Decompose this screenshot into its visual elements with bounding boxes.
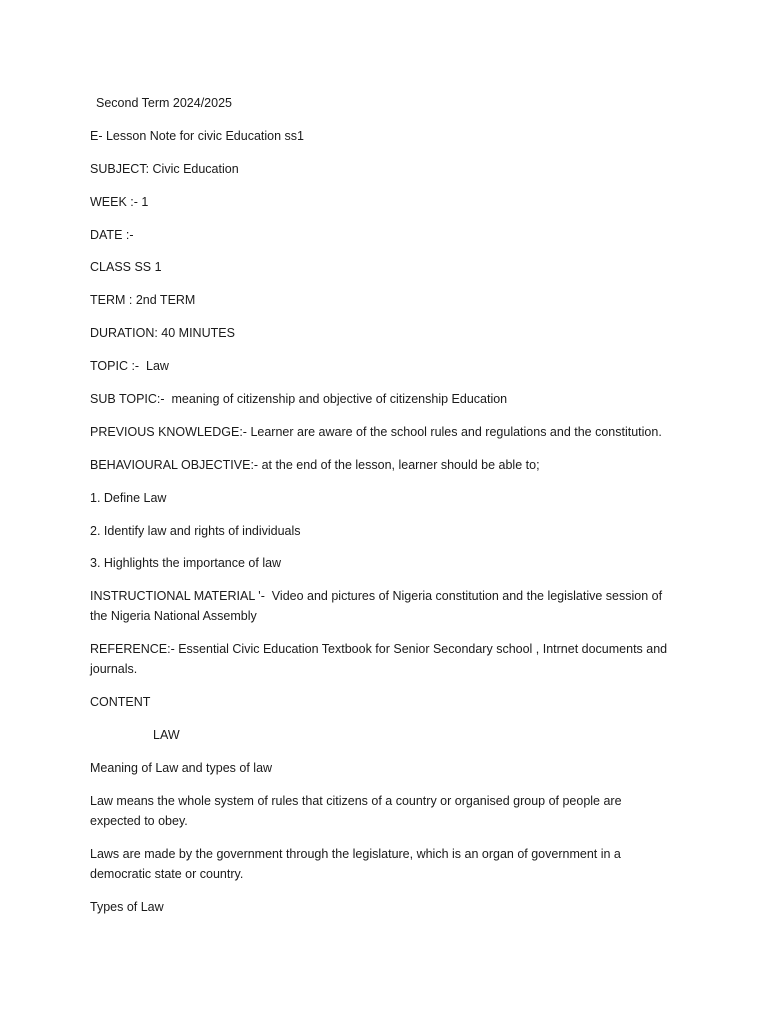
objective-item: 1. Define Law xyxy=(90,490,167,505)
law-definition-paragraph: Law means the whole system of rules that citizens of a country or organised group of people are expected to obey. xyxy=(90,793,626,828)
class-line: CLASS SS 1 xyxy=(90,260,162,275)
behavioural-objective-line: BEHAVIOURAL OBJECTIVE:- at the end of the lesson, learner should be able to; xyxy=(90,457,540,472)
term-header: Second Term 2024/2025 xyxy=(96,96,232,110)
law-heading: LAW xyxy=(153,728,180,743)
date-line: DATE :- xyxy=(90,227,134,242)
sub-topic-line: SUB TOPIC:- meaning of citizenship and objective of citizenship Education xyxy=(90,392,508,407)
note-title: E- Lesson Note for civic Education ss1 xyxy=(90,128,304,143)
term-line: TERM : 2nd TERM xyxy=(90,293,196,308)
meaning-heading: Meaning of Law and types of law xyxy=(90,760,273,775)
content-heading: CONTENT xyxy=(90,695,151,710)
document-page xyxy=(90,93,670,929)
previous-knowledge-line: PREVIOUS KNOWLEDGE:- Learner are aware of the school rules and regulations and the constitution. xyxy=(90,424,662,439)
objective-item: 3. Highlights the importance of law xyxy=(90,556,282,571)
objective-item: 2. Identify law and rights of individuals xyxy=(90,523,301,538)
instructional-material-line: INSTRUCTIONAL MATERIAL '- Video and pictures of Nigeria constitution and the legislative session of the Nigeria National Assembly xyxy=(90,589,666,624)
reference-line: REFERENCE:- Essential Civic Education Textbook for Senior Secondary school , Intrnet documents and journals. xyxy=(90,642,671,677)
week-line: WEEK :- 1 xyxy=(90,194,149,209)
duration-line: DURATION: 40 MINUTES xyxy=(90,326,235,341)
types-of-law-heading: Types of Law xyxy=(90,899,164,914)
laws-made-paragraph: Laws are made by the government through the legislature, which is an organ of government in a democratic state or country. xyxy=(90,846,625,881)
topic-line: TOPIC :- Law xyxy=(90,359,169,374)
subject-line: SUBJECT: Civic Education xyxy=(90,161,239,176)
